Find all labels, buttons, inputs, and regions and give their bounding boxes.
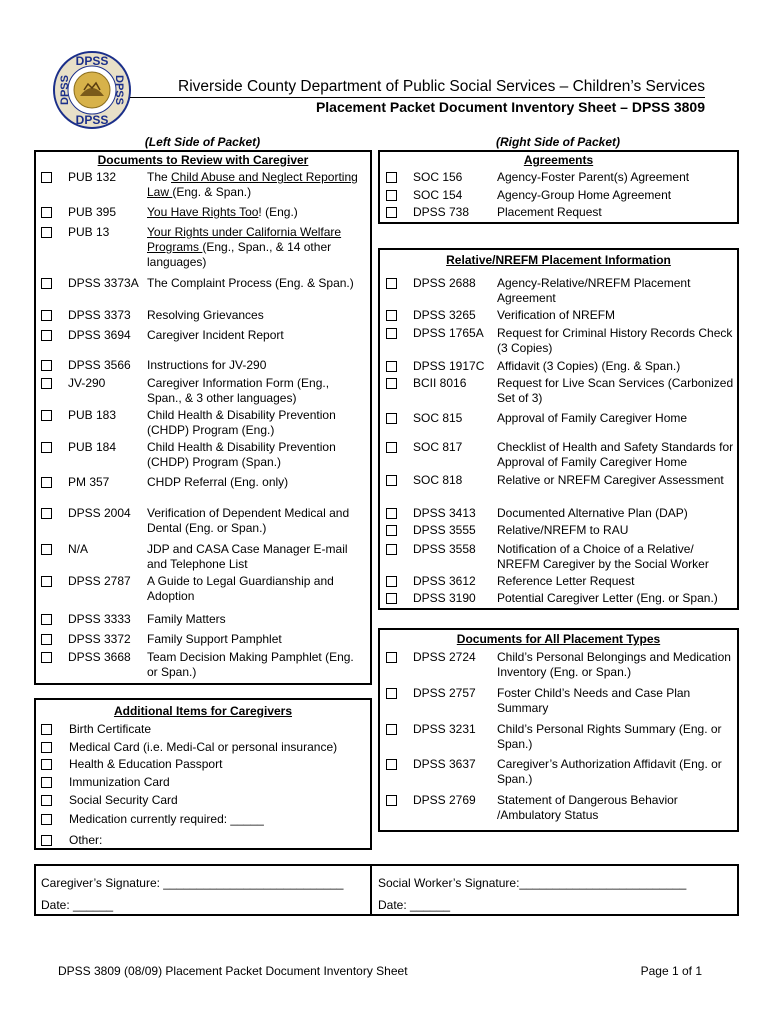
checkbox[interactable] [386,207,397,218]
form-code: PUB 184 [68,440,117,454]
form-code: SOC 154 [413,188,463,202]
checkbox[interactable] [386,724,397,735]
relative-nrefm-title: Relative/NREFM Placement Information [446,253,671,267]
checkbox[interactable] [386,688,397,699]
document-description: Placement Request [497,205,602,219]
checkbox[interactable] [41,814,52,825]
checkbox[interactable] [41,207,52,218]
document-link[interactable]: Your Rights under California Welfare Programs [147,225,342,254]
document-description: Social Security Card [69,793,178,807]
form-code: DPSS 3190 [413,591,476,605]
checkbox[interactable] [41,278,52,289]
form-code: DPSS 3373 [68,308,131,322]
social-worker-signature-field[interactable]: Social Worker’s Signature:_________________________ [378,876,687,890]
document-description: Caregiver Incident Report [147,328,284,342]
logo-text-bottom: DPSS [75,113,109,127]
all-placement-types-title: Documents for All Placement Types [456,632,661,646]
form-code: N/A [68,542,89,556]
checkbox[interactable] [41,378,52,389]
form-code: DPSS 2787 [68,574,131,588]
form-code: DPSS 3558 [413,542,476,556]
form-code: DPSS 3668 [68,650,131,664]
checkbox[interactable] [41,777,52,788]
form-code: DPSS 2724 [413,650,476,664]
checkbox[interactable] [386,759,397,770]
document-description: A Guide to Legal Guardianship and Adoption [147,574,334,603]
document-description: Affidavit (3 Copies) (Eng. & Span.) [497,359,681,373]
document-description: Health & Education Passport [69,757,223,771]
form-code: DPSS 3612 [413,574,476,588]
form-code: DPSS 3694 [68,328,131,342]
checkbox[interactable] [41,576,52,587]
left-side-label: (Left Side of Packet) [144,135,261,149]
form-code: BCII 8016 [413,376,467,390]
document-link[interactable]: Child Abuse and Neglect Reporting Law [147,170,358,199]
document-description: Documented Alternative Plan (DAP) [497,506,688,520]
document-description: JDP and CASA Case Manager E-mail and Telephone List [147,542,348,571]
document-description: Relative or NREFM Caregiver Assessment [497,473,724,487]
form-code: DPSS 3555 [413,523,476,537]
checkbox[interactable] [41,544,52,555]
checkbox[interactable] [41,634,52,645]
form-code: DPSS 3413 [413,506,476,520]
dpss-seal-logo [52,50,132,130]
checkbox[interactable] [41,360,52,371]
form-code: DPSS 3373A [68,276,139,290]
checkbox[interactable] [41,227,52,238]
checkbox[interactable] [386,442,397,453]
signature-divider [370,864,372,916]
document-description: Statement of Dangerous Behavior /Ambulatory Status [497,793,678,822]
document-description: Caregiver’s Authorization Affidavit (Eng. or Span.) [497,757,722,786]
form-code: PUB 132 [68,170,117,184]
checkbox[interactable] [41,442,52,453]
document-description: Request for Live Scan Services (Carbonized Set of 3) [497,376,734,405]
checkbox[interactable] [386,795,397,806]
social-worker-date-field[interactable]: Date: ______ [378,898,451,912]
checkbox[interactable] [386,475,397,486]
form-code: DPSS 2757 [413,686,476,700]
document-description: Immunization Card [69,775,170,789]
checkbox[interactable] [41,835,52,846]
svg-text:DPSS: DPSS [59,75,71,105]
checkbox[interactable] [41,652,52,663]
form-code: SOC 815 [413,411,463,425]
document-description: Family Support Pamphlet [147,632,282,646]
document-description: Reference Letter Request [497,574,635,588]
document-description: The Complaint Process (Eng. & Span.) [147,276,354,290]
document-description: Medication currently required: _____ [69,812,264,826]
document-description: Resolving Grievances [147,308,264,322]
caregiver-date-field[interactable]: Date: ______ [41,898,114,912]
form-code: DPSS 2004 [68,506,131,520]
checkbox[interactable] [386,172,397,183]
document-description: Child’s Personal Belongings and Medication Inventory (Eng. or Span.) [497,650,731,679]
document-description: Verification of Dependent Medical and Dental (Eng. or Span.) [147,506,350,535]
checkbox[interactable] [41,477,52,488]
document-description: Agency-Group Home Agreement [497,188,672,202]
checkbox[interactable] [41,742,52,753]
logo-text-top: DPSS [75,54,109,68]
checkbox[interactable] [386,310,397,321]
additional-items-title: Additional Items for Caregivers [113,704,293,718]
document-description: You Have Rights Too! (Eng.) [147,205,298,219]
document-description: Caregiver Information Form (Eng., Span., & 3 other languages) [147,376,330,405]
right-side-label: (Right Side of Packet) [495,135,620,149]
checkbox[interactable] [386,593,397,604]
form-code: SOC 156 [413,170,463,184]
checkbox[interactable] [386,508,397,519]
document-description: Approval of Family Caregiver Home [497,411,688,425]
document-description: Potential Caregiver Letter (Eng. or Span.) [497,591,718,605]
document-description: Child’s Personal Rights Summary (Eng. or Span.) [497,722,722,751]
form-code: DPSS 2769 [413,793,476,807]
document-description: Other: [69,833,103,847]
form-code: DPSS 738 [413,205,470,219]
document-description: Notification of a Choice of a Relative/ NREFM Caregiver by the Social Worker [497,542,709,571]
form-code: JV-290 [68,376,106,390]
checkbox[interactable] [41,172,52,183]
document-description: Relative/NREFM to RAU [497,523,629,537]
checkbox[interactable] [386,652,397,663]
form-code: DPSS 3231 [413,722,476,736]
document-description: Instructions for JV-290 [147,358,267,372]
checkbox[interactable] [41,614,52,625]
document-description: Birth Certificate [69,722,152,736]
form-title: Placement Packet Document Inventory Sheet – DPSS 3809 [315,99,705,115]
form-code: DPSS 3637 [413,757,476,771]
checkbox[interactable] [386,525,397,536]
footer-form-id: DPSS 3809 (08/09) Placement Packet Document Inventory Sheet [58,964,408,978]
checkbox[interactable] [386,378,397,389]
checkbox[interactable] [41,310,52,321]
checkbox[interactable] [41,759,52,770]
header-divider [130,97,705,98]
checkbox[interactable] [386,328,397,339]
caregiver-signature-field[interactable]: Caregiver’s Signature: ___________________________ [41,876,344,890]
document-description: Verification of NREFM [497,308,616,322]
checkbox[interactable] [41,330,52,341]
checkbox[interactable] [386,361,397,372]
checkbox[interactable] [41,795,52,806]
form-code: SOC 818 [413,473,463,487]
checkbox[interactable] [41,508,52,519]
document-description: Checklist of Health and Safety Standards for Approval of Family Caregiver Home [497,440,734,469]
document-description: Team Decision Making Pamphlet (Eng. or Span.) [147,650,354,679]
form-code: PUB 13 [68,225,110,239]
checkbox[interactable] [41,724,52,735]
checkbox[interactable] [386,190,397,201]
department-title: Riverside County Department of Public Social Services – Children’s Services [178,78,705,95]
checkbox[interactable] [386,544,397,555]
additional-items-section [34,698,372,850]
document-description: Child Health & Disability Prevention (CHDP) Program (Eng.) [147,408,336,437]
form-code: PUB 395 [68,205,117,219]
form-code: DPSS 1917C [413,359,485,373]
document-description: Medical Card (i.e. Medi-Cal or personal insurance) [69,740,338,754]
form-code: DPSS 3566 [68,358,131,372]
checkbox[interactable] [386,576,397,587]
form-code: DPSS 3265 [413,308,476,322]
form-code: PUB 183 [68,408,117,422]
form-code: DPSS 2688 [413,276,476,290]
document-description: CHDP Referral (Eng. only) [147,475,289,489]
form-code: DPSS 3372 [68,632,131,646]
document-link[interactable]: You Have Rights Too [147,205,259,219]
agreements-title: Agreements [523,153,594,167]
svg-text:DPSS: DPSS [113,75,125,105]
footer-page-number: Page 1 of 1 [640,964,702,978]
form-code: SOC 817 [413,440,463,454]
form-code: PM 357 [68,475,110,489]
document-description: Your Rights under California Welfare Programs (Eng., Span., & 14 other languages) [147,225,342,269]
checkbox[interactable] [386,278,397,289]
checkbox[interactable] [41,410,52,421]
checkbox[interactable] [386,413,397,424]
form-code: DPSS 3333 [68,612,131,626]
document-description: Agency-Relative/NREFM Placement Agreement [497,276,691,305]
document-description: The Child Abuse and Neglect Reporting Law (Eng. & Span.) [147,170,358,199]
document-description: Request for Criminal History Records Check (3 Copies) [497,326,733,355]
document-description: Foster Child’s Needs and Case Plan Summary [497,686,691,715]
document-description: Family Matters [147,612,226,626]
form-code: DPSS 1765A [413,326,484,340]
document-description: Child Health & Disability Prevention (CHDP) Program (Span.) [147,440,336,469]
documents-to-review-title: Documents to Review with Caregiver [97,153,309,167]
document-description: Agency-Foster Parent(s) Agreement [497,170,690,184]
